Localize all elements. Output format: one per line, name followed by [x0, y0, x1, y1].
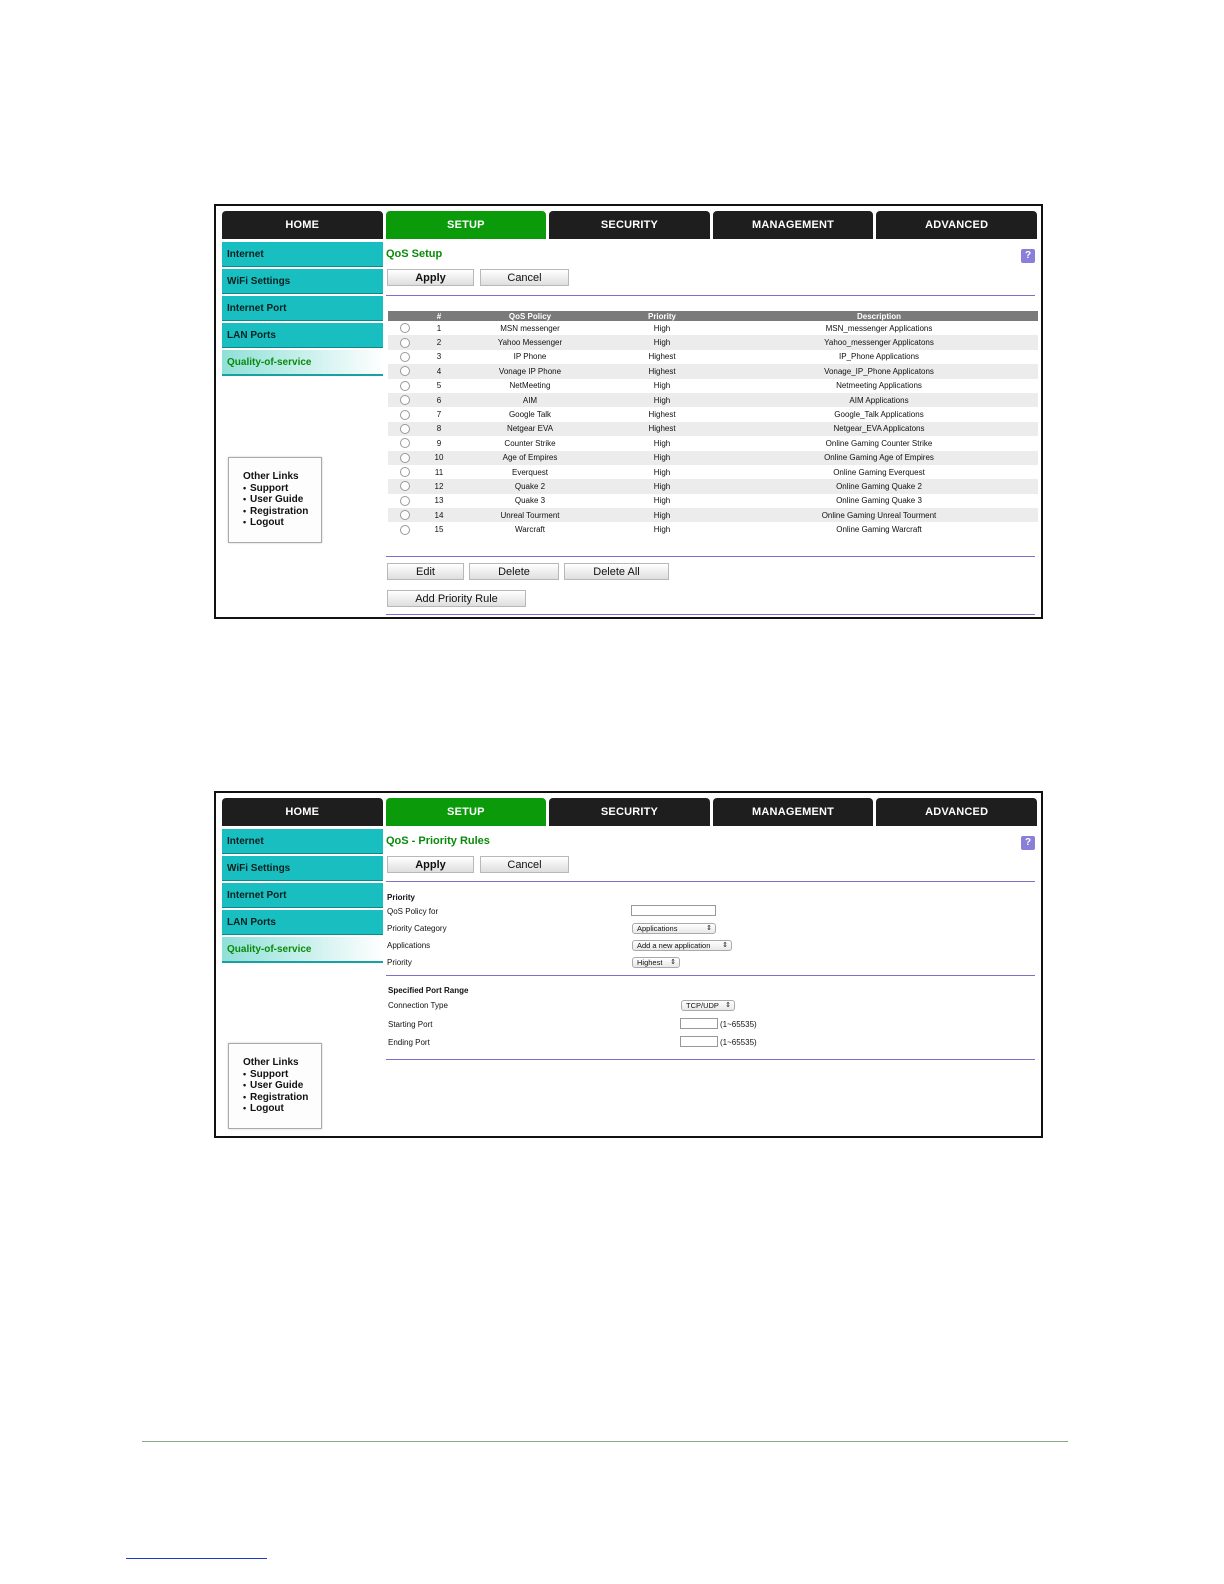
apply-button[interactable]: Apply [387, 856, 474, 873]
qos-policy-table [388, 311, 1038, 537]
page-title: QoS - Priority Rules [386, 835, 490, 847]
other-links-box [228, 1043, 322, 1129]
tab-home[interactable]: HOME [222, 211, 383, 239]
table-row[interactable] [388, 451, 1038, 465]
footer-link-underline [126, 1558, 267, 1559]
ending-port-input[interactable] [680, 1036, 718, 1047]
col-description: Description [720, 311, 1038, 321]
sidebar-item-internet-port[interactable]: Internet Port [222, 883, 383, 908]
row-priority: High [604, 451, 720, 465]
row-description: Online Gaming Unreal Tourment [720, 508, 1038, 522]
row-number: 6 [422, 393, 456, 407]
row-qos-policy: IP Phone [513, 352, 547, 362]
other-links-title: Other Links [243, 1057, 299, 1068]
link-logout[interactable]: • Logout [243, 1103, 321, 1115]
row-description: Netmeeting Applications [836, 381, 922, 391]
row-number: 1 [436, 323, 442, 333]
row-priority: High [604, 508, 720, 522]
other-links-box [228, 457, 322, 543]
priority-rules-screenshot [214, 791, 1043, 1138]
delete-all-button[interactable]: Delete All [564, 563, 669, 580]
chevron-updown-icon: ⇕ [722, 942, 728, 949]
row-priority: Highest [604, 364, 720, 378]
row-select-radio[interactable] [400, 338, 410, 348]
link-registration[interactable]: • Registration [243, 506, 321, 518]
row-number: 11 [434, 467, 444, 477]
row-qos-policy: Warcraft [515, 525, 545, 535]
col-number: # [422, 311, 456, 321]
row-number: 8 [422, 422, 456, 436]
row-qos-policy: Age of Empires [456, 451, 604, 465]
cancel-button[interactable]: Cancel [480, 856, 569, 873]
row-priority: High [653, 323, 671, 333]
sidebar [222, 829, 383, 965]
row-number: 10 [422, 451, 456, 465]
row-select-radio[interactable] [400, 323, 410, 333]
row-priority: High [653, 525, 671, 535]
qos-setup-screenshot [214, 204, 1043, 619]
tab-setup[interactable]: SETUP [386, 211, 547, 239]
tab-home[interactable]: HOME [222, 798, 383, 826]
row-select-radio[interactable] [400, 438, 410, 448]
starting-port-label: Starting Port [388, 1020, 433, 1029]
row-number: 13 [434, 496, 444, 506]
row-number: 9 [436, 438, 442, 448]
sidebar-item-wifi-settings[interactable]: WiFi Settings [222, 856, 383, 881]
qos-policy-label: QoS Policy for [387, 907, 439, 916]
row-qos-policy: MSN messenger [500, 323, 560, 333]
tab-security[interactable]: SECURITY [549, 798, 710, 826]
ending-port-label: Ending Port [388, 1038, 430, 1047]
row-description: Online Gaming Age of Empires [720, 451, 1038, 465]
applications-value: Add a new application [637, 941, 711, 950]
port-range-heading: Specified Port Range [388, 986, 469, 995]
row-number: 14 [422, 508, 456, 522]
row-priority: Highest [648, 352, 676, 362]
row-description: AIM Applications [720, 393, 1038, 407]
top-nav-tabs [222, 211, 1037, 239]
row-qos-policy: Counter Strike [504, 438, 556, 448]
priority-category-value: Applications [637, 924, 678, 933]
table-row[interactable] [388, 436, 1038, 450]
apply-button[interactable]: Apply [387, 269, 474, 286]
row-priority: High [653, 381, 671, 391]
row-select-radio[interactable] [400, 481, 410, 491]
divider [386, 881, 1035, 882]
row-priority: High [604, 335, 720, 349]
connection-type-select[interactable] [681, 1000, 735, 1011]
row-qos-policy: Everquest [511, 467, 549, 477]
row-description: MSN_messenger Applications [825, 323, 933, 333]
tab-management[interactable]: MANAGEMENT [713, 211, 874, 239]
row-qos-policy: AIM [456, 393, 604, 407]
chevron-updown-icon: ⇕ [670, 959, 676, 966]
main-content [386, 829, 1037, 1129]
row-select-radio[interactable] [400, 525, 410, 535]
link-user-guide[interactable]: • User Guide [243, 1080, 321, 1092]
link-support[interactable]: • Support [243, 483, 321, 495]
table-row[interactable] [388, 508, 1038, 522]
row-priority: Highest [604, 422, 720, 436]
row-description: Google_Talk Applications [834, 410, 924, 420]
table-header-row [388, 311, 1038, 321]
table-row[interactable] [388, 379, 1038, 393]
row-priority: High [653, 496, 671, 506]
priority-label: Priority [387, 958, 412, 967]
divider [386, 1059, 1035, 1060]
row-select-radio[interactable] [400, 467, 410, 477]
row-priority: High [653, 438, 671, 448]
row-select-radio[interactable] [400, 381, 410, 391]
main-content [386, 242, 1037, 616]
sidebar-item-lan-ports[interactable]: LAN Ports [222, 323, 383, 348]
row-qos-policy: Yahoo Messenger [456, 335, 604, 349]
row-priority: High [604, 393, 720, 407]
edit-button[interactable]: Edit [387, 563, 464, 580]
row-select-radio[interactable] [400, 496, 410, 506]
table-row[interactable] [388, 479, 1038, 493]
link-user-guide[interactable]: • User Guide [243, 494, 321, 506]
tab-advanced[interactable]: ADVANCED [876, 211, 1037, 239]
col-qos-policy: QoS Policy [456, 311, 604, 321]
row-qos-policy: Netgear EVA [456, 422, 604, 436]
row-number: 15 [434, 525, 444, 535]
priority-section-heading: Priority [387, 893, 416, 902]
help-icon[interactable]: ? [1021, 249, 1035, 263]
row-number: 5 [436, 381, 442, 391]
priority-value: Highest [637, 958, 663, 967]
delete-button[interactable]: Delete [469, 563, 559, 580]
row-description: Online Gaming Quake 3 [836, 496, 922, 506]
row-description: Online Gaming Everquest [833, 467, 925, 477]
sidebar-item-internet[interactable]: Internet [222, 242, 383, 267]
tab-setup[interactable]: SETUP [386, 798, 547, 826]
divider [386, 556, 1035, 557]
row-description: Vonage_IP_Phone Applicatons [720, 364, 1038, 378]
sidebar-item-internet[interactable]: Internet [222, 829, 383, 854]
row-priority: High [653, 467, 671, 477]
other-links-title: Other Links [243, 471, 299, 482]
applications-select[interactable] [632, 940, 732, 951]
sidebar [222, 242, 383, 378]
cancel-button[interactable]: Cancel [480, 269, 569, 286]
row-number: 2 [422, 335, 456, 349]
table-row[interactable] [388, 350, 1038, 364]
connection-type-value: TCP/UDP [686, 1001, 719, 1010]
applications-label: Applications [387, 941, 431, 950]
priority-category-label: Priority Category [387, 924, 447, 933]
starting-port-input[interactable] [680, 1018, 718, 1029]
chevron-updown-icon: ⇕ [706, 925, 712, 932]
add-priority-rule-button[interactable]: Add Priority Rule [387, 590, 526, 607]
tab-management[interactable]: MANAGEMENT [713, 798, 874, 826]
divider [386, 614, 1035, 615]
table-row[interactable] [388, 465, 1038, 479]
row-select-radio[interactable] [400, 510, 410, 520]
row-number: 12 [422, 479, 456, 493]
row-description: IP_Phone Applications [838, 352, 920, 362]
row-qos-policy: Google Talk [508, 410, 552, 420]
footer-divider [142, 1441, 1068, 1442]
table-row[interactable] [388, 393, 1038, 407]
table-row[interactable] [388, 321, 1038, 335]
row-description: Netgear_EVA Applicatons [720, 422, 1038, 436]
row-qos-policy: Unreal Tourment [456, 508, 604, 522]
qos-policy-input[interactable] [631, 905, 716, 916]
row-select-radio[interactable] [400, 352, 410, 362]
row-number: 3 [436, 352, 442, 362]
tab-advanced[interactable]: ADVANCED [876, 798, 1037, 826]
ending-port-range-hint: (1~65535) [720, 1038, 757, 1047]
table-row[interactable] [388, 494, 1038, 508]
link-registration[interactable]: • Registration [243, 1092, 321, 1104]
priority-select[interactable] [632, 957, 680, 968]
sidebar-item-quality-of-service[interactable]: Quality-of-service [222, 350, 383, 376]
table-row[interactable] [388, 422, 1038, 436]
row-qos-policy: Vonage IP Phone [456, 364, 604, 378]
chevron-updown-icon: ⇕ [725, 1002, 731, 1009]
row-select-radio[interactable] [400, 410, 410, 420]
row-description: Online Gaming Warcraft [836, 525, 922, 535]
tab-security[interactable]: SECURITY [549, 211, 710, 239]
row-priority: High [604, 479, 720, 493]
top-nav-tabs [222, 798, 1037, 826]
row-select-radio[interactable] [400, 395, 410, 405]
table-row[interactable] [388, 335, 1038, 349]
table-row[interactable] [388, 407, 1038, 421]
row-select-radio[interactable] [400, 366, 410, 376]
page-title: QoS Setup [386, 248, 443, 260]
starting-port-range-hint: (1~65535) [720, 1020, 757, 1029]
row-select-radio[interactable] [400, 453, 410, 463]
row-description: Online Gaming Counter Strike [825, 438, 933, 448]
col-priority: Priority [604, 311, 720, 321]
row-number: 7 [436, 410, 442, 420]
help-icon[interactable]: ? [1021, 836, 1035, 850]
sidebar-item-wifi-settings[interactable]: WiFi Settings [222, 269, 383, 294]
row-select-radio[interactable] [400, 424, 410, 434]
row-description: Online Gaming Quake 2 [720, 479, 1038, 493]
sidebar-item-quality-of-service[interactable]: Quality-of-service [222, 937, 383, 963]
row-qos-policy: NetMeeting [509, 381, 551, 391]
table-row[interactable] [388, 364, 1038, 378]
priority-category-select[interactable] [632, 923, 716, 934]
table-row[interactable] [388, 522, 1038, 536]
sidebar-item-internet-port[interactable]: Internet Port [222, 296, 383, 321]
sidebar-item-lan-ports[interactable]: LAN Ports [222, 910, 383, 935]
row-description: Yahoo_messenger Applicatons [720, 335, 1038, 349]
divider [386, 975, 1035, 976]
connection-type-label: Connection Type [388, 1001, 448, 1010]
link-support[interactable]: • Support [243, 1069, 321, 1081]
row-qos-policy: Quake 3 [514, 496, 546, 506]
divider [386, 295, 1035, 296]
row-number: 4 [422, 364, 456, 378]
row-priority: Highest [648, 410, 676, 420]
row-qos-policy: Quake 2 [456, 479, 604, 493]
link-logout[interactable]: • Logout [243, 517, 321, 529]
